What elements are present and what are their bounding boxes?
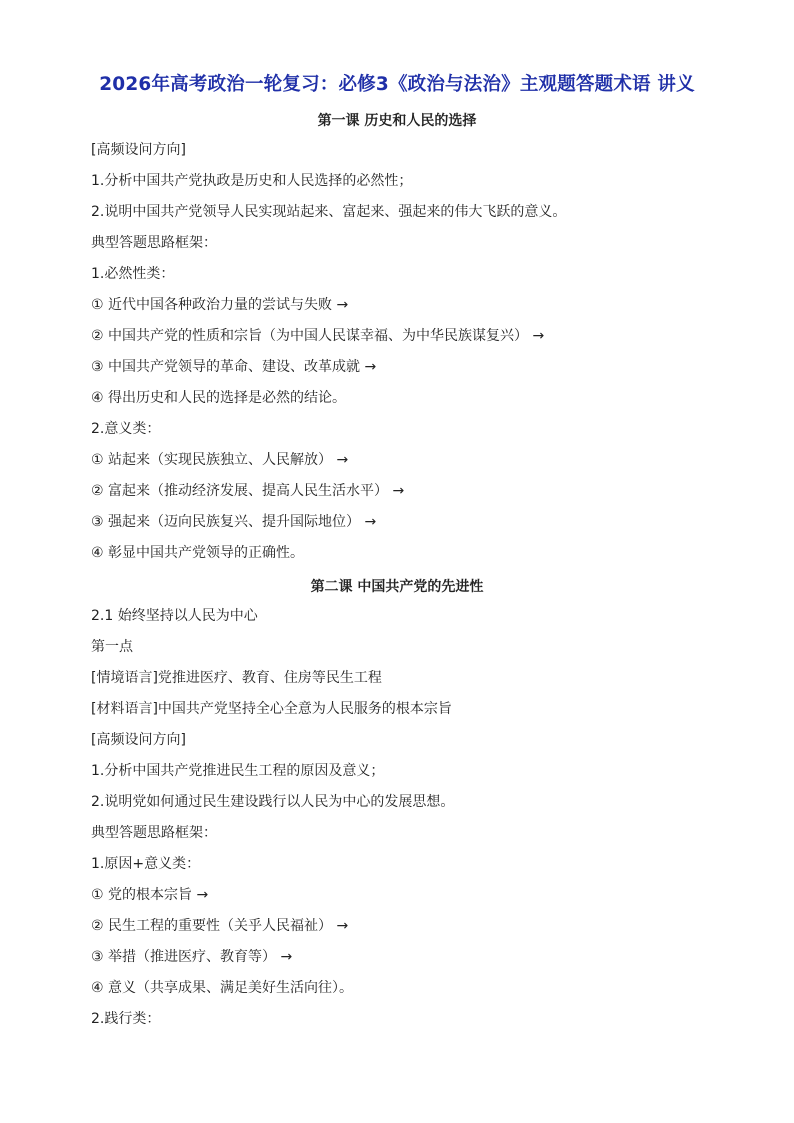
list-item: ② 中国共产党的性质和宗旨（为中国人民谋幸福、为中华民族谋复兴） → xyxy=(91,328,545,344)
category-heading: 1.原因+意义类： xyxy=(91,856,201,872)
question-item: 1.分析中国共产党推进民生工程的原因及意义； xyxy=(91,763,385,779)
list-item: ① 站起来（实现民族独立、人民解放） → xyxy=(91,452,349,468)
category-heading: 1.必然性类： xyxy=(91,266,175,282)
point-label: 第一点 xyxy=(91,639,133,655)
material-language: [材料语言]中国共产党坚持全心全意为人民服务的根本宗旨 xyxy=(91,701,452,717)
list-item: ① 近代中国各种政治力量的尝试与失败 → xyxy=(91,297,349,313)
subsection-heading: 2.1 始终坚持以人民为中心 xyxy=(91,608,258,624)
list-item: ① 党的根本宗旨 → xyxy=(91,887,209,903)
context-language: [情境语言]党推进医疗、教育、住房等民生工程 xyxy=(91,670,382,686)
framework-heading: 典型答题思路框架： xyxy=(91,825,217,841)
framework-heading: 典型答题思路框架： xyxy=(91,235,217,251)
list-item: ② 民生工程的重要性（关乎人民福祉） → xyxy=(91,918,349,934)
list-item: ③ 中国共产党领导的革命、建设、改革成就 → xyxy=(91,359,377,375)
lesson-1-heading: 第一课 历史和人民的选择 xyxy=(317,113,477,129)
lesson-2-heading: 第二课 中国共产党的先进性 xyxy=(310,579,484,595)
question-item: 2.说明党如何通过民生建设践行以人民为中心的发展思想。 xyxy=(91,794,455,810)
section-label: [高频设问方向] xyxy=(91,142,186,158)
category-heading: 2.意义类： xyxy=(91,421,161,437)
question-item: 2.说明中国共产党领导人民实现站起来、富起来、强起来的伟大飞跃的意义。 xyxy=(91,204,567,220)
list-item: ③ 举措（推进医疗、教育等） → xyxy=(91,949,293,965)
list-item: ④ 彰显中国共产党领导的正确性。 xyxy=(91,545,305,561)
list-item: ④ 得出历史和人民的选择是必然的结论。 xyxy=(91,390,346,406)
category-heading: 2.践行类： xyxy=(91,1011,161,1027)
document-title: 2026年高考政治一轮复习：必修3《政治与法治》主观题答题术语 讲义 xyxy=(99,74,695,95)
list-item: ② 富起来（推动经济发展、提高人民生活水平） → xyxy=(91,483,405,499)
question-item: 1.分析中国共产党执政是历史和人民选择的必然性； xyxy=(91,173,413,189)
list-item: ③ 强起来（迈向民族复兴、提升国际地位） → xyxy=(91,514,377,530)
section-label: [高频设问方向] xyxy=(91,732,186,748)
list-item: ④ 意义（共享成果、满足美好生活向往）。 xyxy=(91,980,353,996)
